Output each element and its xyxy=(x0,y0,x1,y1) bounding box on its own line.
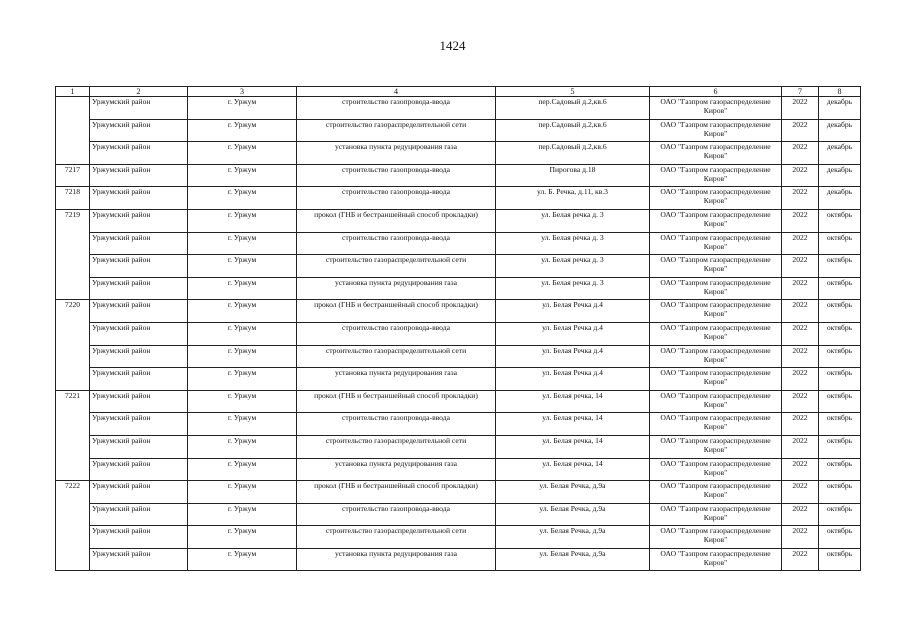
address-cell: ул. Белая Речка, д.9а xyxy=(496,503,650,526)
district-cell: Уржумский район xyxy=(90,277,188,300)
row-number: 7219 xyxy=(56,209,90,232)
address-cell: ул. Белая речка д. 3 xyxy=(496,209,650,232)
organization-cell: ОАО "Газпром газораспределение Киров" xyxy=(650,119,782,142)
city-cell: г. Уржум xyxy=(188,526,297,549)
district-cell: Уржумский район xyxy=(90,322,188,345)
district-cell: Уржумский район xyxy=(90,187,188,210)
year-cell: 2022 xyxy=(782,232,819,255)
month-cell: октябрь xyxy=(819,503,861,526)
month-cell: декабрь xyxy=(819,97,861,120)
month-cell: декабрь xyxy=(819,164,861,187)
work-type-cell: установка пункта редуцирования газа xyxy=(297,368,496,391)
row-number xyxy=(56,458,90,481)
table-body xyxy=(56,97,861,571)
work-type-cell: строительство газопровода-ввода xyxy=(297,413,496,436)
table-row xyxy=(56,322,861,345)
year-cell: 2022 xyxy=(782,187,819,210)
district-cell: Уржумский район xyxy=(90,232,188,255)
district-cell: Уржумский район xyxy=(90,97,188,120)
city-cell: г. Уржум xyxy=(188,481,297,504)
month-cell: октябрь xyxy=(819,322,861,345)
organization-cell: ОАО "Газпром газораспределение Киров" xyxy=(650,255,782,278)
year-cell: 2022 xyxy=(782,368,819,391)
district-cell: Уржумский район xyxy=(90,345,188,368)
row-number: 7217 xyxy=(56,164,90,187)
organization-cell: ОАО "Газпром газораспределение Киров" xyxy=(650,503,782,526)
district-cell: Уржумский район xyxy=(90,209,188,232)
column-header: 1 xyxy=(56,87,90,97)
organization-cell: ОАО "Газпром газораспределение Киров" xyxy=(650,232,782,255)
city-cell: г. Уржум xyxy=(188,119,297,142)
district-cell: Уржумский район xyxy=(90,548,188,571)
header-row xyxy=(56,87,861,97)
city-cell: г. Уржум xyxy=(188,209,297,232)
table-row xyxy=(56,390,861,413)
year-cell: 2022 xyxy=(782,390,819,413)
city-cell: г. Уржум xyxy=(188,187,297,210)
district-cell: Уржумский район xyxy=(90,300,188,323)
city-cell: г. Уржум xyxy=(188,164,297,187)
year-cell: 2022 xyxy=(782,345,819,368)
city-cell: г. Уржум xyxy=(188,413,297,436)
table-row xyxy=(56,97,861,120)
organization-cell: ОАО "Газпром газораспределение Киров" xyxy=(650,164,782,187)
address-cell: Пирогова д.18 xyxy=(496,164,650,187)
district-cell: Уржумский район xyxy=(90,481,188,504)
district-cell: Уржумский район xyxy=(90,255,188,278)
table-row xyxy=(56,503,861,526)
address-cell: ул. Б. Речка, д.11, кв.3 xyxy=(496,187,650,210)
row-number: 7221 xyxy=(56,390,90,413)
city-cell: г. Уржум xyxy=(188,548,297,571)
year-cell: 2022 xyxy=(782,458,819,481)
work-type-cell: установка пункта редуцирования газа xyxy=(297,458,496,481)
month-cell: декабрь xyxy=(819,187,861,210)
month-cell: декабрь xyxy=(819,142,861,165)
organization-cell: ОАО "Газпром газораспределение Киров" xyxy=(650,368,782,391)
table-row xyxy=(56,345,861,368)
work-type-cell: строительство газопровода-ввода xyxy=(297,97,496,120)
address-cell: ул. Белая Речка, д.9а xyxy=(496,548,650,571)
work-type-cell: строительство газораспределительной сети xyxy=(297,526,496,549)
work-type-cell: прокол (ГНБ и бестраншейный способ прокладки) xyxy=(297,300,496,323)
month-cell: октябрь xyxy=(819,390,861,413)
column-header: 8 xyxy=(819,87,861,97)
organization-cell: ОАО "Газпром газораспределение Киров" xyxy=(650,97,782,120)
row-number xyxy=(56,435,90,458)
month-cell: декабрь xyxy=(819,119,861,142)
address-cell: ул. Белая Речка, д.9а xyxy=(496,481,650,504)
district-cell: Уржумский район xyxy=(90,526,188,549)
organization-cell: ОАО "Газпром газораспределение Киров" xyxy=(650,277,782,300)
month-cell: октябрь xyxy=(819,481,861,504)
table-row xyxy=(56,164,861,187)
column-header: 5 xyxy=(496,87,650,97)
work-type-cell: установка пункта редуцирования газа xyxy=(297,142,496,165)
work-type-cell: строительство газопровода-ввода xyxy=(297,232,496,255)
address-cell: ул. Белая Речка д.4 xyxy=(496,300,650,323)
year-cell: 2022 xyxy=(782,119,819,142)
work-type-cell: строительство газопровода-ввода xyxy=(297,187,496,210)
city-cell: г. Уржум xyxy=(188,390,297,413)
month-cell: октябрь xyxy=(819,277,861,300)
address-cell: ул. Белая речка, 14 xyxy=(496,390,650,413)
month-cell: октябрь xyxy=(819,209,861,232)
table-row xyxy=(56,119,861,142)
work-type-cell: строительство газопровода-ввода xyxy=(297,503,496,526)
column-header: 3 xyxy=(188,87,297,97)
organization-cell: ОАО "Газпром газораспределение Киров" xyxy=(650,526,782,549)
work-type-cell: установка пункта редуцирования газа xyxy=(297,277,496,300)
table-row xyxy=(56,526,861,549)
year-cell: 2022 xyxy=(782,481,819,504)
page-number: 1424 xyxy=(439,38,466,53)
row-number xyxy=(56,255,90,278)
city-cell: г. Уржум xyxy=(188,322,297,345)
organization-cell: ОАО "Газпром газораспределение Киров" xyxy=(650,435,782,458)
row-number xyxy=(56,142,90,165)
year-cell: 2022 xyxy=(782,322,819,345)
city-cell: г. Уржум xyxy=(188,458,297,481)
district-cell: Уржумский район xyxy=(90,413,188,436)
city-cell: г. Уржум xyxy=(188,435,297,458)
row-number xyxy=(56,322,90,345)
work-type-cell: прокол (ГНБ и бестраншейный способ прокладки) xyxy=(297,481,496,504)
row-number xyxy=(56,413,90,436)
address-cell: ул. Белая речка д. 3 xyxy=(496,277,650,300)
row-number xyxy=(56,119,90,142)
organization-cell: ОАО "Газпром газораспределение Киров" xyxy=(650,390,782,413)
month-cell: октябрь xyxy=(819,300,861,323)
year-cell: 2022 xyxy=(782,209,819,232)
city-cell: г. Уржум xyxy=(188,277,297,300)
year-cell: 2022 xyxy=(782,526,819,549)
organization-cell: ОАО "Газпром газораспределение Киров" xyxy=(650,458,782,481)
table-row xyxy=(56,232,861,255)
table-row xyxy=(56,548,861,571)
table-row xyxy=(56,300,861,323)
column-header: 6 xyxy=(650,87,782,97)
month-cell: октябрь xyxy=(819,232,861,255)
address-cell: ул. Белая речка д. 3 xyxy=(496,255,650,278)
address-cell: ул. Белая речка, 14 xyxy=(496,458,650,481)
address-cell: ул. Белая речка д. 3 xyxy=(496,232,650,255)
row-number: 7218 xyxy=(56,187,90,210)
year-cell: 2022 xyxy=(782,413,819,436)
row-number xyxy=(56,97,90,120)
district-cell: Уржумский район xyxy=(90,164,188,187)
year-cell: 2022 xyxy=(782,435,819,458)
city-cell: г. Уржум xyxy=(188,300,297,323)
city-cell: г. Уржум xyxy=(188,345,297,368)
row-number xyxy=(56,548,90,571)
organization-cell: ОАО "Газпром газораспределение Киров" xyxy=(650,187,782,210)
table-row xyxy=(56,413,861,436)
address-cell: ул. Белая речка, 14 xyxy=(496,413,650,436)
month-cell: октябрь xyxy=(819,255,861,278)
work-type-cell: строительство газопровода-ввода xyxy=(297,164,496,187)
registry-table xyxy=(55,86,861,571)
table-row xyxy=(56,187,861,210)
address-cell: пер.Садовый д.2,кв.6 xyxy=(496,142,650,165)
column-header: 4 xyxy=(297,87,496,97)
year-cell: 2022 xyxy=(782,164,819,187)
year-cell: 2022 xyxy=(782,142,819,165)
organization-cell: ОАО "Газпром газораспределение Киров" xyxy=(650,345,782,368)
row-number xyxy=(56,368,90,391)
year-cell: 2022 xyxy=(782,255,819,278)
district-cell: Уржумский район xyxy=(90,368,188,391)
row-number xyxy=(56,232,90,255)
address-cell: ул. Белая Речка, д.9а xyxy=(496,526,650,549)
organization-cell: ОАО "Газпром газораспределение Киров" xyxy=(650,413,782,436)
organization-cell: ОАО "Газпром газораспределение Киров" xyxy=(650,481,782,504)
work-type-cell: строительство газораспределительной сети xyxy=(297,255,496,278)
city-cell: г. Уржум xyxy=(188,255,297,278)
year-cell: 2022 xyxy=(782,503,819,526)
address-cell: ул. Белая Речка д.4 xyxy=(496,368,650,391)
row-number xyxy=(56,277,90,300)
district-cell: Уржумский район xyxy=(90,142,188,165)
address-cell: ул. Белая Речка д.4 xyxy=(496,322,650,345)
table-row xyxy=(56,435,861,458)
city-cell: г. Уржум xyxy=(188,232,297,255)
city-cell: г. Уржум xyxy=(188,503,297,526)
organization-cell: ОАО "Газпром газораспределение Киров" xyxy=(650,300,782,323)
district-cell: Уржумский район xyxy=(90,435,188,458)
row-number xyxy=(56,503,90,526)
work-type-cell: строительство газопровода-ввода xyxy=(297,322,496,345)
table-row xyxy=(56,255,861,278)
work-type-cell: строительство газораспределительной сети xyxy=(297,345,496,368)
column-header: 2 xyxy=(90,87,188,97)
table-row xyxy=(56,458,861,481)
column-header: 7 xyxy=(782,87,819,97)
organization-cell: ОАО "Газпром газораспределение Киров" xyxy=(650,209,782,232)
year-cell: 2022 xyxy=(782,300,819,323)
row-number xyxy=(56,345,90,368)
district-cell: Уржумский район xyxy=(90,390,188,413)
district-cell: Уржумский район xyxy=(90,503,188,526)
month-cell: октябрь xyxy=(819,413,861,436)
row-number: 7220 xyxy=(56,300,90,323)
month-cell: октябрь xyxy=(819,368,861,391)
city-cell: г. Уржум xyxy=(188,142,297,165)
year-cell: 2022 xyxy=(782,277,819,300)
year-cell: 2022 xyxy=(782,97,819,120)
row-number: 7222 xyxy=(56,481,90,504)
table-row xyxy=(56,277,861,300)
table-row xyxy=(56,481,861,504)
year-cell: 2022 xyxy=(782,548,819,571)
month-cell: октябрь xyxy=(819,458,861,481)
month-cell: октябрь xyxy=(819,435,861,458)
city-cell: г. Уржум xyxy=(188,368,297,391)
table-row xyxy=(56,142,861,165)
district-cell: Уржумский район xyxy=(90,119,188,142)
address-cell: ул. Белая Речка д.4 xyxy=(496,345,650,368)
address-cell: ул. Белая речка, 14 xyxy=(496,435,650,458)
table-row xyxy=(56,209,861,232)
organization-cell: ОАО "Газпром газораспределение Киров" xyxy=(650,142,782,165)
work-type-cell: установка пункта редуцирования газа xyxy=(297,548,496,571)
address-cell: пер.Садовый д.2,кв.6 xyxy=(496,119,650,142)
work-type-cell: строительство газораспределительной сети xyxy=(297,435,496,458)
organization-cell: ОАО "Газпром газораспределение Киров" xyxy=(650,548,782,571)
district-cell: Уржумский район xyxy=(90,458,188,481)
month-cell: октябрь xyxy=(819,526,861,549)
work-type-cell: строительство газораспределительной сети xyxy=(297,119,496,142)
work-type-cell: прокол (ГНБ и бестраншейный способ прокладки) xyxy=(297,209,496,232)
month-cell: октябрь xyxy=(819,345,861,368)
city-cell: г. Уржум xyxy=(188,97,297,120)
address-cell: пер.Садовый д.2,кв.6 xyxy=(496,97,650,120)
organization-cell: ОАО "Газпром газораспределение Киров" xyxy=(650,322,782,345)
row-number xyxy=(56,526,90,549)
table-row xyxy=(56,368,861,391)
month-cell: октябрь xyxy=(819,548,861,571)
work-type-cell: прокол (ГНБ и бестраншейный способ прокладки) xyxy=(297,390,496,413)
